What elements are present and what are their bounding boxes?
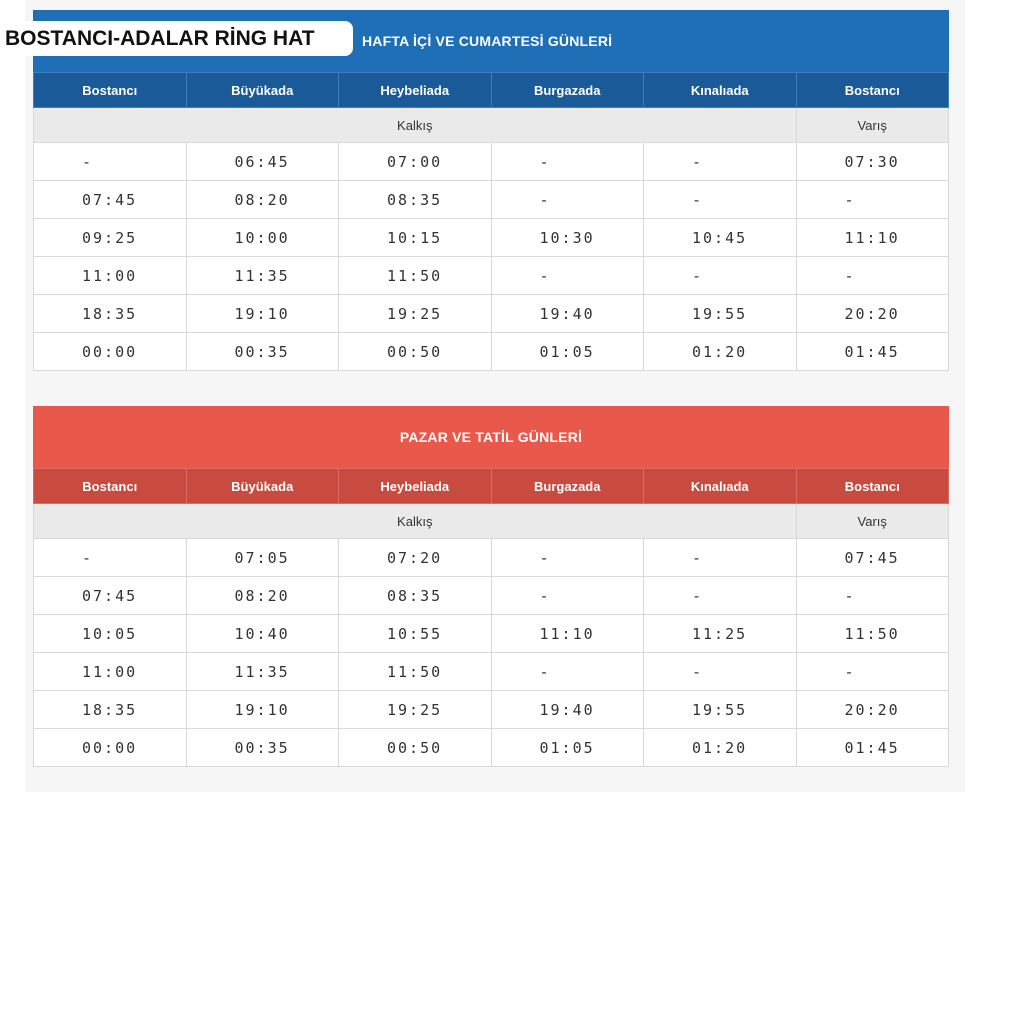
trip-row (34, 295, 949, 333)
time-cell: 20:20 (796, 691, 949, 729)
time-cell: - (491, 653, 644, 691)
column-header: Kınalıada (644, 469, 797, 504)
time-cell: 10:15 (339, 219, 492, 257)
column-header: Bostancı (34, 73, 187, 108)
column-header: Büyükada (186, 73, 339, 108)
column-header: Bostancı (34, 469, 187, 504)
time-cell: - (491, 143, 644, 181)
time-cell: - (796, 577, 949, 615)
time-cell: - (491, 181, 644, 219)
time-cell: 08:20 (186, 577, 339, 615)
time-cell: 18:35 (34, 295, 187, 333)
time-cell: - (644, 257, 797, 295)
time-cell: 19:40 (491, 295, 644, 333)
trip-row (34, 143, 949, 181)
time-cell: 11:10 (796, 219, 949, 257)
time-cell: - (34, 143, 187, 181)
time-cell: 01:20 (644, 729, 797, 767)
weekday-timetable (33, 72, 949, 371)
column-header: Bostancı (796, 73, 949, 108)
column-header: Büyükada (186, 469, 339, 504)
time-cell: - (644, 143, 797, 181)
time-cell: 00:00 (34, 333, 187, 371)
weekday-title: HAFTA İÇİ VE CUMARTESİ GÜNLERİ (33, 10, 949, 72)
time-cell: 19:25 (339, 295, 492, 333)
time-cell: 08:20 (186, 181, 339, 219)
time-cell: - (796, 257, 949, 295)
arrival-label: Varış (796, 108, 949, 143)
weekday-schedule (33, 10, 949, 371)
arrival-label: Varış (796, 504, 949, 539)
column-header: Kınalıada (644, 73, 797, 108)
time-cell: 10:40 (186, 615, 339, 653)
time-cell: 11:35 (186, 257, 339, 295)
trip-row (34, 615, 949, 653)
time-cell: 11:50 (339, 653, 492, 691)
time-cell: 11:25 (644, 615, 797, 653)
trip-row (34, 181, 949, 219)
subheader-row (34, 504, 949, 539)
trip-row (34, 577, 949, 615)
trip-row (34, 691, 949, 729)
time-cell: 01:05 (491, 729, 644, 767)
time-cell: 19:55 (644, 295, 797, 333)
time-cell: 11:00 (34, 653, 187, 691)
time-cell: 19:25 (339, 691, 492, 729)
time-cell: 08:35 (339, 577, 492, 615)
holiday-rows (34, 504, 949, 767)
time-cell: 07:45 (34, 181, 187, 219)
time-cell: 07:05 (186, 539, 339, 577)
time-cell: 07:45 (34, 577, 187, 615)
time-cell: 18:35 (34, 691, 187, 729)
time-cell: - (34, 539, 187, 577)
time-cell: 19:10 (186, 295, 339, 333)
header-row (34, 469, 949, 504)
time-cell: - (491, 577, 644, 615)
column-header: Bostancı (796, 469, 949, 504)
time-cell: 01:20 (644, 333, 797, 371)
time-cell: 06:45 (186, 143, 339, 181)
trip-row (34, 219, 949, 257)
departure-label: Kalkış (34, 108, 797, 143)
time-cell: - (491, 539, 644, 577)
time-cell: 09:25 (34, 219, 187, 257)
time-cell: - (644, 577, 797, 615)
time-cell: - (644, 181, 797, 219)
time-cell: 07:20 (339, 539, 492, 577)
time-cell: 11:50 (796, 615, 949, 653)
time-cell: 07:45 (796, 539, 949, 577)
time-cell: 00:00 (34, 729, 187, 767)
trip-row (34, 257, 949, 295)
holiday-timetable (33, 468, 949, 767)
time-cell: 00:50 (339, 333, 492, 371)
column-header: Heybeliada (339, 469, 492, 504)
trip-row (34, 539, 949, 577)
time-cell: - (796, 653, 949, 691)
column-header: Heybeliada (339, 73, 492, 108)
time-cell: - (491, 257, 644, 295)
holiday-title: PAZAR VE TATİL GÜNLERİ (33, 406, 949, 468)
time-cell: 11:50 (339, 257, 492, 295)
trip-row (34, 729, 949, 767)
time-cell: 00:35 (186, 729, 339, 767)
time-cell: 11:10 (491, 615, 644, 653)
main-title: BOSTANCI-ADALAR RİNG HAT (0, 21, 353, 56)
time-cell: - (644, 653, 797, 691)
time-cell: 08:35 (339, 181, 492, 219)
subheader-row (34, 108, 949, 143)
time-cell: 07:00 (339, 143, 492, 181)
time-cell: 10:00 (186, 219, 339, 257)
column-header: Burgazada (491, 73, 644, 108)
header-row (34, 73, 949, 108)
time-cell: 01:45 (796, 729, 949, 767)
time-cell: 11:00 (34, 257, 187, 295)
time-cell: - (644, 539, 797, 577)
time-cell: 07:30 (796, 143, 949, 181)
time-cell: - (796, 181, 949, 219)
time-cell: 00:50 (339, 729, 492, 767)
trip-row (34, 653, 949, 691)
weekday-rows (34, 108, 949, 371)
time-cell: 10:05 (34, 615, 187, 653)
time-cell: 19:55 (644, 691, 797, 729)
time-cell: 10:55 (339, 615, 492, 653)
time-cell: 01:45 (796, 333, 949, 371)
time-cell: 20:20 (796, 295, 949, 333)
holiday-schedule (33, 406, 949, 767)
time-cell: 10:30 (491, 219, 644, 257)
time-cell: 01:05 (491, 333, 644, 371)
time-cell: 10:45 (644, 219, 797, 257)
time-cell: 00:35 (186, 333, 339, 371)
time-cell: 19:10 (186, 691, 339, 729)
column-header: Burgazada (491, 469, 644, 504)
time-cell: 19:40 (491, 691, 644, 729)
trip-row (34, 333, 949, 371)
departure-label: Kalkış (34, 504, 797, 539)
time-cell: 11:35 (186, 653, 339, 691)
